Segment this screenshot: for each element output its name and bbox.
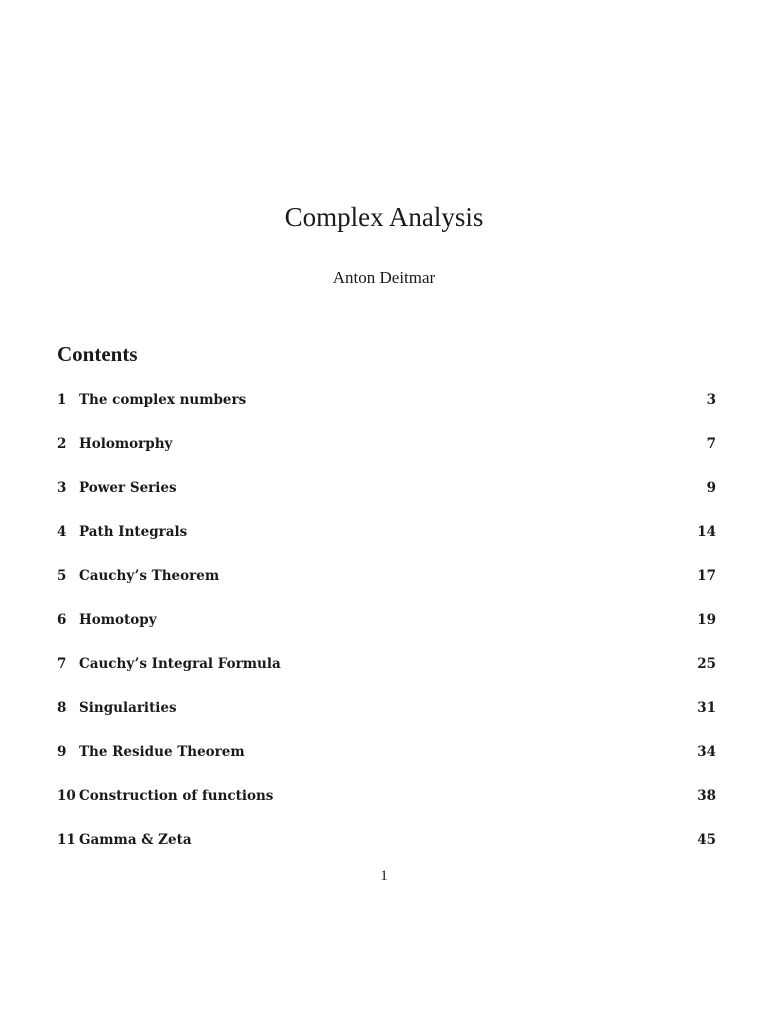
toc-page-number: 38 [697,788,716,804]
toc-section-title: Power Series [79,480,177,496]
toc-section-number: 10 [57,788,76,804]
contents-heading: Contents [57,342,138,366]
toc-section-number: 11 [57,832,76,848]
toc-section-number: 3 [57,480,67,496]
toc-page-number: 31 [697,700,716,716]
toc-section-number: 5 [57,568,67,584]
toc-page-number: 14 [697,524,716,540]
toc-entry-2[interactable] [57,432,716,476]
toc-page-number: 19 [697,612,716,628]
toc-page-number: 9 [706,480,716,496]
toc-section-number: 2 [57,436,67,452]
toc-entry-9[interactable] [57,740,716,784]
page-number: 1 [380,868,388,884]
toc-section-number: 8 [57,700,67,716]
toc-page-number: 3 [706,392,716,408]
toc-page-number: 34 [697,744,716,760]
toc-section-title: The complex numbers [79,392,247,408]
toc-page-number: 17 [697,568,716,584]
toc-section-title: The Residue Theorem [79,744,245,760]
author-name: Anton Deitmar [332,268,436,287]
toc-section-number: 6 [57,612,67,628]
toc-section-title: Gamma & Zeta [79,832,192,848]
toc-entry-11[interactable] [57,828,716,872]
toc-entry-8[interactable] [57,696,716,740]
toc-entry-6[interactable] [57,608,716,652]
toc-section-title: Singularities [79,700,177,716]
toc-section-title: Holomorphy [79,436,173,452]
toc-section-title: Path Integrals [79,524,188,540]
toc-page-number: 45 [697,832,716,848]
toc-section-title: Homotopy [79,612,157,628]
toc-section-title: Cauchy’s Theorem [79,568,220,584]
toc-page-number: 7 [706,436,716,452]
toc-section-number: 7 [57,656,67,672]
toc-section-number: 9 [57,744,67,760]
toc-section-number: 1 [57,392,67,408]
toc-entry-1[interactable] [57,388,716,432]
toc-section-title: Cauchy’s Integral Formula [79,656,281,672]
toc-page-number: 25 [697,656,716,672]
table-of-contents [57,388,716,872]
toc-section-number: 4 [57,524,67,540]
toc-entry-10[interactable] [57,784,716,828]
document-title: Complex Analysis [284,202,484,232]
toc-entry-5[interactable] [57,564,716,608]
toc-entry-4[interactable] [57,520,716,564]
toc-entry-3[interactable] [57,476,716,520]
toc-entry-7[interactable] [57,652,716,696]
toc-section-title: Construction of functions [79,788,274,804]
